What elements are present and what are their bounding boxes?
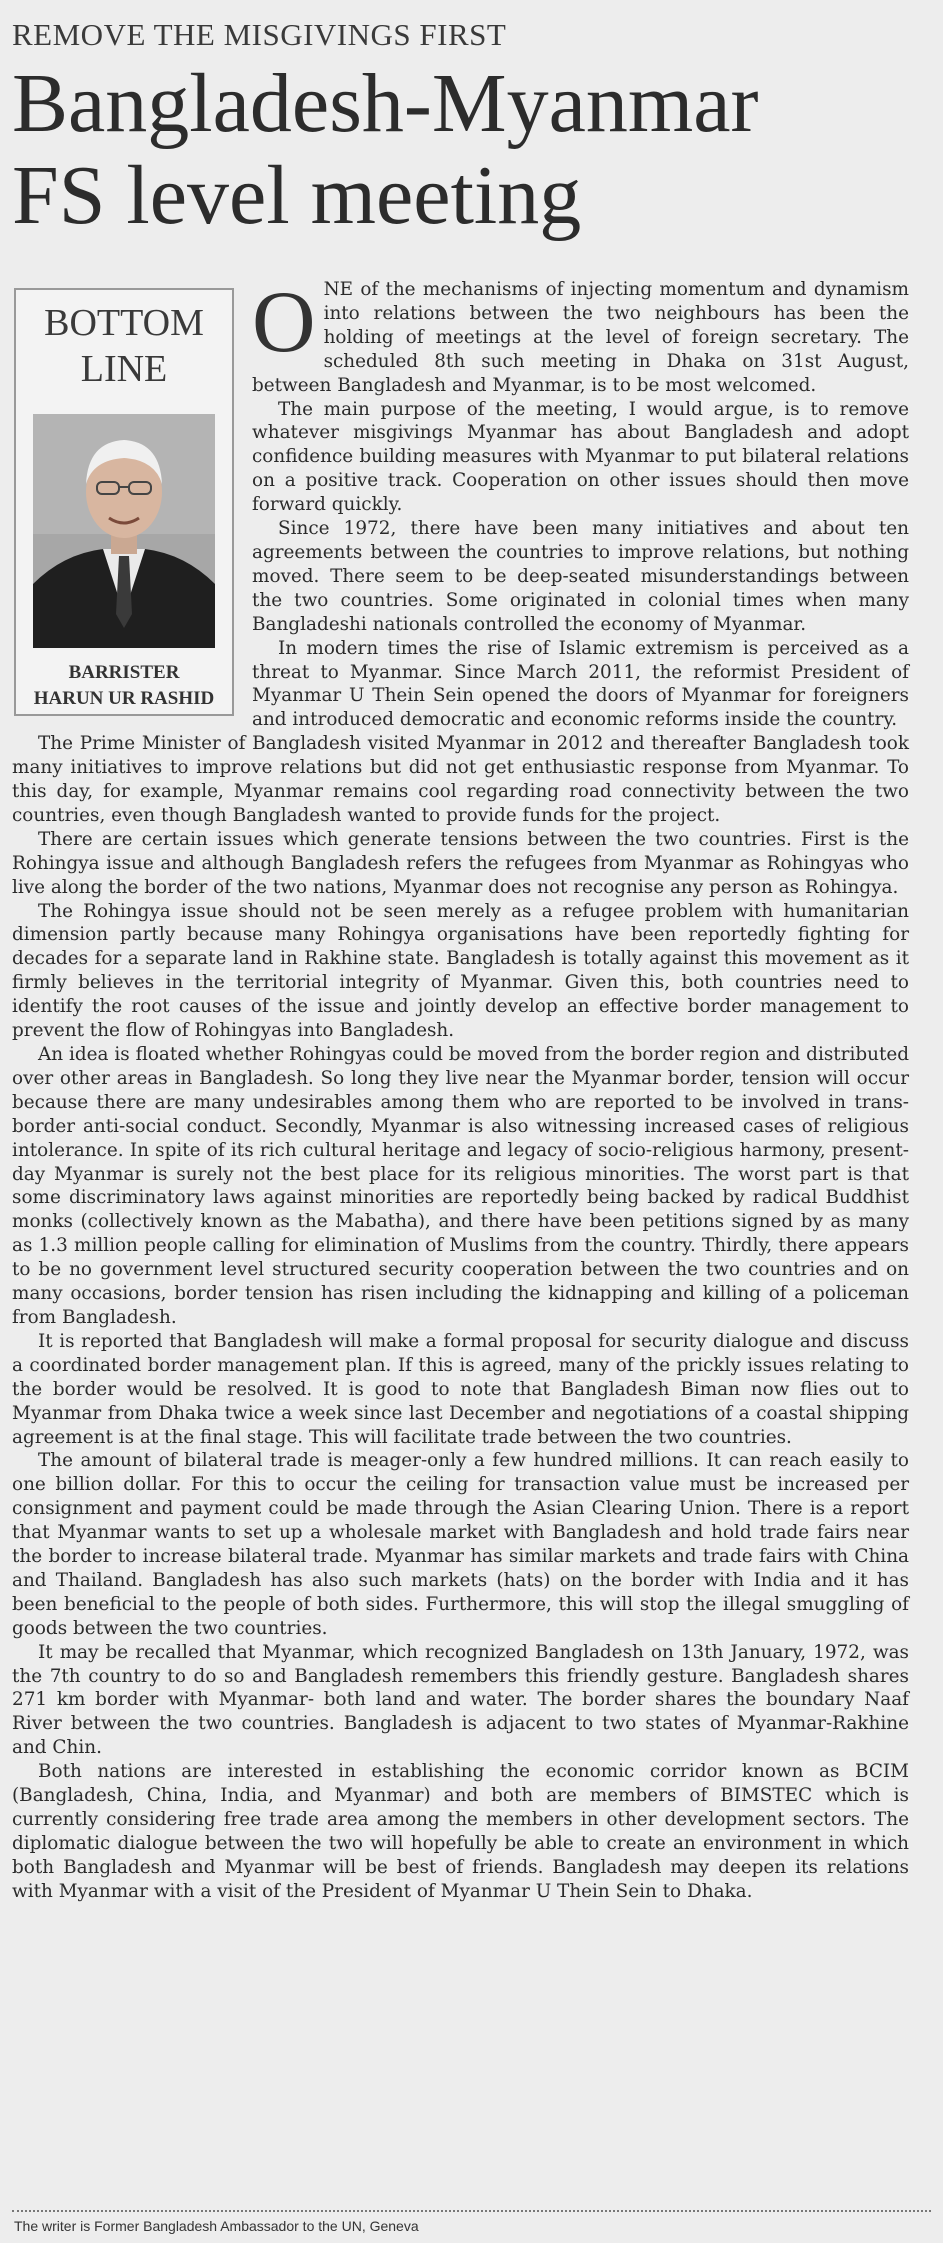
paragraph-11: It may be recalled that Myanmar, which recognized Bangladesh on 13th January, 1972, was the 7th country to do so and Bangladesh remembers this friendly gesture. Bangladesh shares 271 km border with Myanmar- both land and water. The border shares the boundary Naaf River between the two countries. Bangladesh is adjacent to two states of Myanmar-Rakhine and Chin. [12,1641,909,1759]
headline-line-1: Bangladesh-Myanmar [12,57,759,150]
paragraph-7: The Rohingya issue should not be seen merely as a refugee problem with humanitarian dimension partly because many Rohingya organisations have been reportedly fighting for decades for a separate land in Rakhine state. Bangladesh is totally against this movement as it firmly believes in the territorial integrity of Myanmar. Given this, both countries need to identify the root causes of the issue and jointly develop an effective border management to prevent the flow of Rohingyas into Bangladesh. [12,900,909,1042]
paragraph-4: In modern times the rise of Islamic extremism is perceived as a threat to Myanmar. Since March 2011, the reformist President of Myanmar U Thein Sein opened the doors of Myanmar for foreigners and introduced democratic and economic reforms inside the country. [252,637,909,731]
column-name-line-1: BOTTOM [44,302,204,344]
author-title: BARRISTER [68,662,180,683]
paragraph-10: The amount of bilateral trade is meager-only a few hundred millions. It can reach easily to one billion dollar. For this to occur the ceiling for transaction value must be increased per consignment and payment could be made through the Asian Clearing Union. There is a report that Myanmar wants to set up a wholesale market with Bangladesh and hold trade fairs near the border to increase bilateral trade. Myanmar has similar markets and trade fairs with China and Thailand. Bangladesh has also such markets (hats) on the border with India and it has been beneficial to the people of both sides. Furthermore, this will stop the illegal smuggling of goods between the two countries. [12,1450,909,1639]
author-name: HARUN UR RASHID [33,688,215,709]
paragraph-1: NE of the mechanisms of injecting momentum and dynamism into relations between the two neighbours has been the holding of meetings at the level of foreign secretary. The scheduled 8th such meeting in Dhaka on 31st August, between Bangladesh and Myanmar, is to be most welcomed. [252,279,909,396]
article-body [12,274,909,1904]
paragraph-9: It is reported that Bangladesh will make a formal proposal for security dialogue and discuss a coordinated border management plan. If this is agreed, many of the prickly issues relating to the border would be resolved. It is good to note that Bangladesh Biman now flies out to Myanmar from Dhaka twice a week since last December and negotiations of a coastal shipping agreement is at the final stage. This will facilitate trade between the two countries. [12,1330,909,1448]
paragraph-5: The Prime Minister of Bangladesh visited Myanmar in 2012 and thereafter Bangladesh took many initiatives to improve relations but did not get enthusiastic response from Myanmar. To this day, for example, Myanmar remains cool regarding road connectivity between the two countries, even though Bangladesh wanted to provide funds for the project. [12,733,909,826]
drop-cap: O [252,274,316,371]
headline-line-2: FS level meeting [12,149,582,242]
paragraph-2: The main purpose of the meeting, I would argue, is to remove whatever misgivings Myanmar has about Bangladesh and adopt confidence building measures with Myanmar to put bilateral relations on a positive track. Cooperation on other issues should then move forward quickly. [252,398,909,516]
paragraph-8: An idea is floated whether Rohingyas could be moved from the border region and distributed over other areas in Bangladesh. So long they live near the Myanmar border, tension will occur because there are many undesirables among them who are reported to be involved in trans-border anti-social conduct. Secondly, Myanmar is also witnessing increased cases of religious intolerance. In spite of its rich cultural heritage and legacy of socio-religious harmony, present-day Myanmar is surely not the best place for its religious minorities. The worst part is that some discriminatory laws against minorities are reportedly being backed by radical Buddhist monks (collectively known as the Mabatha), and there have been petitions signed by as many as 1.3 million people calling for elimination of Muslims from the country. Thirdly, there appears to be no government level structured security cooperation between the two countries and on many occasions, border tension has risen including the kidnapping and killing of a policeman from Bangladesh. [12,1044,909,1328]
article-kicker: REMOVE THE MISGIVINGS FIRST [12,17,507,52]
column-name-line-2: LINE [80,348,168,390]
sidebar-spacer [12,278,252,720]
article-headline [12,58,933,242]
paragraph-3: Since 1972, there have been many initiatives and about ten agreements between the countries to improve relations, but nothing moved. There seem to be deep-seated misunderstandings between the two countries. Some originated in colonial times when many Bangladeshi nationals controlled the economy of Myanmar. [252,518,909,635]
author-note: The writer is Former Bangladesh Ambassador to the UN, Geneva [14,2218,419,2234]
paragraph-12: Both nations are interested in establishing the economic corridor known as BCIM (Bangladesh, China, India, and Myanmar) and both are members of BIMSTEC which is currently considering free trade area among the members in other development sectors. The diplomatic dialogue between the two will hopefully be able to create an environment in which both Bangladesh and Myanmar will be best of friends. Bangladesh may deepen its relations with Myanmar with a visit of the President of Myanmar U Thein Sein to Dhaka. [12,1761,909,1902]
paragraph-6: There are certain issues which generate tensions between the two countries. First is the Rohingya issue and although Bangladesh refers the refugees from Myanmar as Rohingyas who live along the border of the two nations, Myanmar does not recognise any person as Rohingya. [12,828,909,898]
footer-divider [12,2210,931,2212]
